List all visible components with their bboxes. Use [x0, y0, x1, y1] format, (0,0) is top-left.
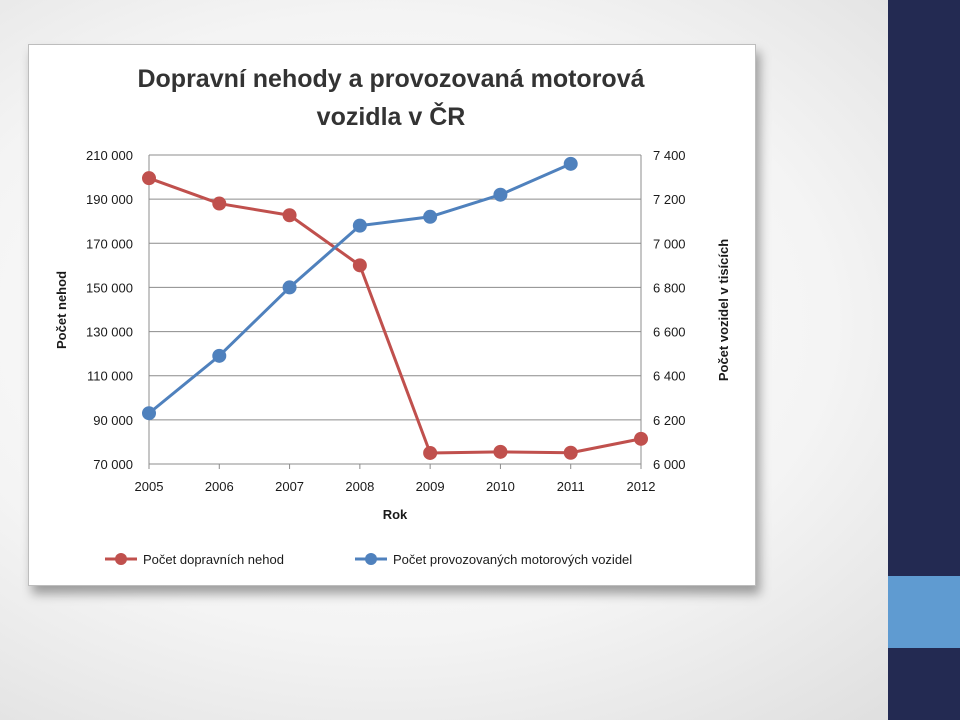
right-axis-ticks	[653, 148, 686, 472]
x-tick-label: 2011	[556, 479, 585, 494]
x-tick-label: 2005	[134, 479, 164, 494]
legend-label: Počet provozovaných motorových vozidel	[393, 552, 633, 567]
series-2-point	[423, 210, 437, 224]
left-tick-label: 130 000	[86, 324, 133, 340]
right-tick-label: 6 800	[653, 280, 686, 296]
left-tick-label: 150 000	[86, 280, 133, 296]
legend-label: Počet dopravních nehod	[143, 552, 284, 567]
x-axis-title: Rok	[382, 507, 408, 522]
series-2	[142, 157, 578, 420]
x-axis-ticks	[135, 479, 656, 494]
series-1-point	[493, 445, 507, 459]
left-tick-label: 70 000	[93, 457, 133, 472]
x-tick-label: 2012	[626, 479, 656, 494]
right-tick-label: 7 200	[653, 192, 686, 208]
series-1	[142, 171, 648, 460]
right-tick-label: 6 400	[653, 368, 686, 384]
right-tick-label: 7 000	[653, 236, 686, 252]
series-1-point	[353, 258, 367, 272]
right-tick-label: 6 600	[653, 324, 686, 340]
x-tick-label: 2006	[204, 479, 234, 494]
side-bar-accent	[888, 576, 960, 648]
side-bar-top	[888, 0, 960, 576]
left-tick-label: 170 000	[86, 236, 133, 252]
left-tick-label: 190 000	[86, 192, 133, 208]
left-axis-title: Počet nehod	[54, 270, 69, 350]
legend-swatch-marker	[365, 553, 377, 565]
left-tick-label: 210 000	[86, 148, 133, 163]
series-2-point	[564, 157, 578, 171]
left-axis-ticks	[86, 148, 133, 472]
right-axis-title: Počet vozidel v tisících	[716, 238, 731, 382]
series-2-point	[493, 188, 507, 202]
series-1-line	[149, 178, 641, 453]
right-tick-label: 6 200	[653, 412, 686, 428]
series-2-point	[353, 219, 367, 233]
chart-frame	[28, 44, 756, 586]
chart	[29, 45, 755, 585]
right-tick-label: 7 400	[653, 148, 686, 163]
legend-swatch-marker	[115, 553, 127, 565]
series-1-point	[212, 197, 226, 211]
x-tick-label: 2007	[275, 479, 305, 494]
right-tick-label: 6 000	[653, 457, 686, 472]
series-1-point	[283, 208, 297, 222]
side-bar-bottom	[888, 648, 960, 720]
x-tick-label: 2010	[485, 479, 515, 494]
chart-title-line-1: Dopravní nehody a provozovaná motorová	[137, 65, 645, 93]
series-1-point	[423, 446, 437, 460]
left-tick-label: 110 000	[86, 368, 133, 384]
x-tick-label: 2008	[345, 479, 375, 494]
series-2-point	[283, 280, 297, 294]
series-2-point	[142, 406, 156, 420]
x-tick-label: 2009	[415, 479, 445, 494]
series-1-point	[634, 432, 648, 446]
series-1-point	[142, 171, 156, 185]
series-1-point	[564, 446, 578, 460]
series-layer	[142, 157, 648, 460]
series-2-point	[212, 349, 226, 363]
left-tick-label: 90 000	[93, 412, 133, 428]
chart-title-line-2: vozidla v ČR	[316, 103, 466, 131]
legend	[105, 552, 632, 567]
